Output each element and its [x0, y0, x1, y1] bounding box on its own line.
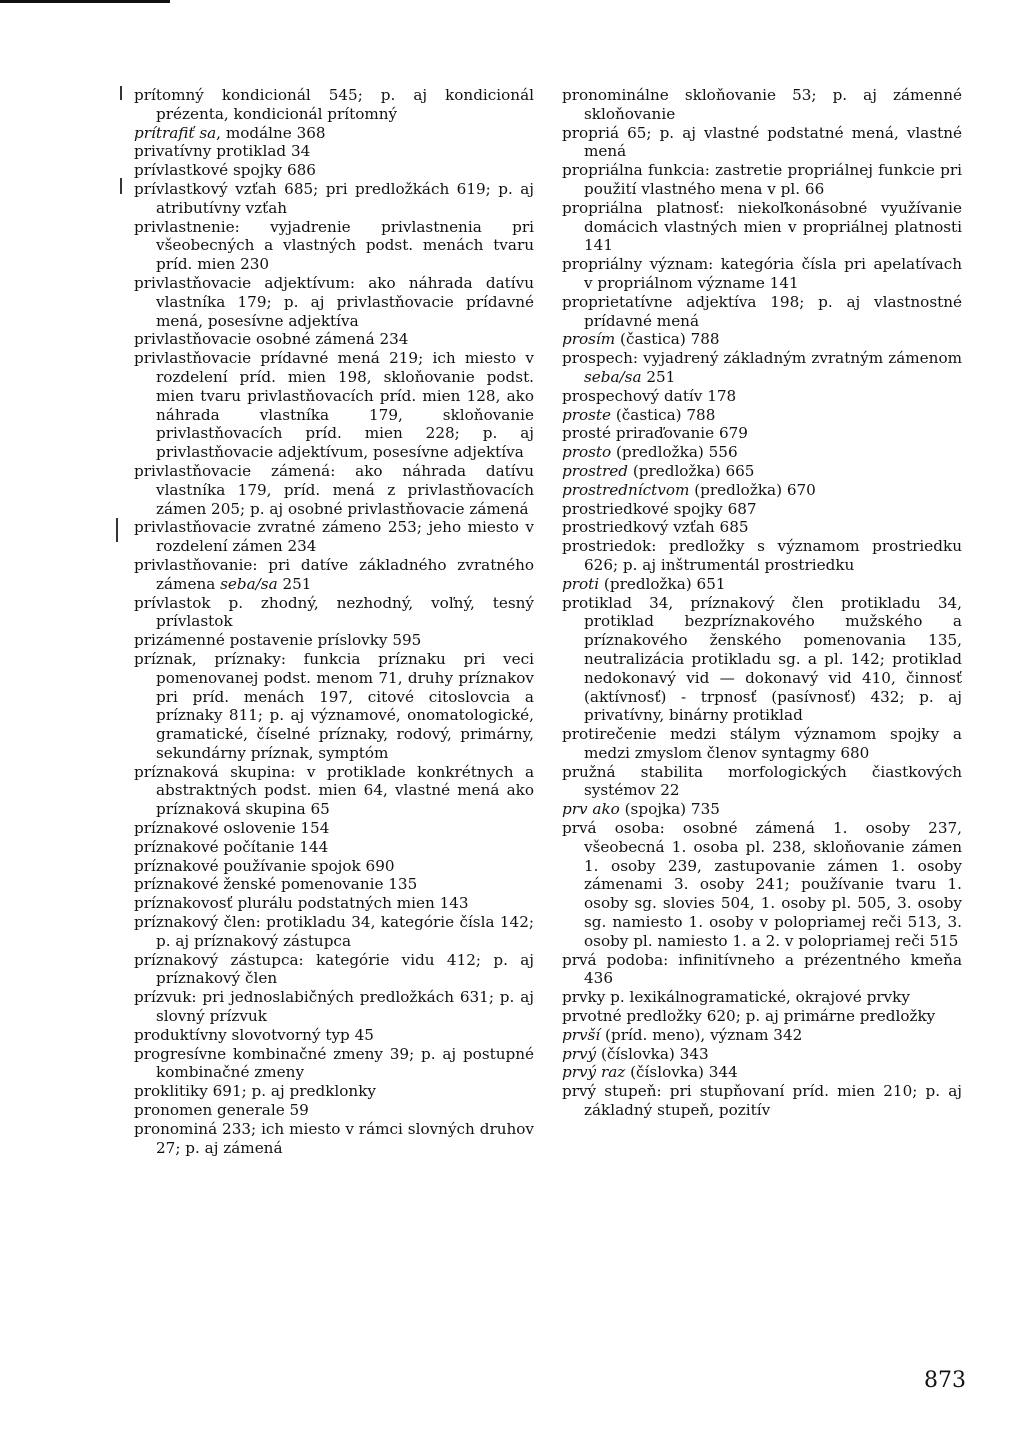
entry-text: (častica) 788 — [611, 405, 716, 424]
entry-text: prízvuk: pri jednoslabičných predložkách 631; p. aj slovný prízvuk — [134, 988, 534, 1026]
entry-text: príznakový zástupca: kategórie vidu 412; p. aj príznakový člen — [134, 950, 534, 988]
entry-text: prospech: vyjadrený základným zvratným zámenom — [562, 349, 962, 368]
index-entry — [134, 274, 534, 330]
entry-text: proklitiky 691; p. aj predklonky — [134, 1082, 376, 1101]
entry-reference: 251 — [277, 574, 312, 593]
index-entry — [562, 575, 962, 594]
entry-text: pronominá 233; ich miesto v rámci slovných druhov 27; p. aj zámená — [134, 1119, 534, 1157]
index-entry — [562, 161, 962, 199]
index-entry — [134, 349, 534, 462]
entry-text: privlastňovacie zámená: ako náhrada datívu vlastníka 179, príd. mená z privlastňovacích zámen 205; p. aj osobné privlastňovacie zámená — [134, 461, 534, 518]
index-entry — [562, 462, 962, 481]
index-entry — [134, 124, 534, 143]
index-entry — [562, 443, 962, 462]
index-entry — [134, 875, 534, 894]
margin-mark — [120, 86, 122, 100]
index-entry — [134, 913, 534, 951]
entry-text: prvá osoba: osobné zámená 1. osoby 237, všeobecná 1. osoba pl. 238, skloňovanie zámen 1. osoby 239, zastupovanie zámen 1. osoby zámenami 3. osoby 241; používanie tvaru 1. osoby sg. slovies 504, 1. osoby pl. 505, 3. osoby sg. namiesto 1. osoby v polopriamej reči 513, 3. osoby pl. namiesto 1. a 2. v polopriamej reči 515 — [562, 819, 962, 950]
entry-headword: prostredníctvom — [562, 480, 690, 499]
entry-text: prospechový datív 178 — [562, 386, 737, 405]
entry-text: pronominálne skloňovanie 53; p. aj zámenné skloňovanie — [562, 86, 962, 123]
top-rule — [0, 0, 170, 3]
entry-text: prívlastkový vzťah 685; pri predložkách 619; p. aj atributívny vzťah — [134, 179, 534, 217]
entry-text: (spojka) 735 — [619, 800, 720, 819]
entry-headword: proste — [562, 405, 612, 424]
entry-reference: 251 — [641, 367, 676, 386]
entry-text: protirečenie medzi stálym významom spojky a medzi zmyslom členov syntagmy 680 — [562, 725, 962, 762]
entry-text: produktívny slovotvorný typ 45 — [134, 1025, 374, 1044]
index-entry — [134, 462, 534, 518]
index-entry — [562, 349, 962, 387]
index-entry — [134, 857, 534, 876]
index-entry — [134, 1101, 534, 1120]
entry-text: prostriedkový vzťah 685 — [562, 518, 749, 537]
index-entry — [134, 330, 534, 349]
index-entry — [134, 142, 534, 161]
index-entry — [562, 424, 962, 443]
entry-text: príznaková skupina: v protiklade konkrétnych a abstraktných podst. mien 64, vlastné mená ako príznaková skupina 65 — [134, 762, 534, 819]
entry-italic-term: seba/sa — [584, 367, 642, 386]
index-entry — [134, 218, 534, 274]
index-entry — [134, 894, 534, 913]
entry-text: protiklad 34, príznakový člen protikladu 34, protiklad bezpríznakového mužského a príznakového ženského pomenovania 135, neutralizácia protikladu sg. a pl. 142; protiklad nedokonavý vid — dokonavý vid 410, činnosť (aktívnosť) - trpnosť (pasívnosť) 432; p. aj privatívny, binárny protiklad — [562, 593, 962, 725]
entry-text: (predložka) 651 — [599, 574, 726, 593]
index-entry — [134, 556, 534, 594]
index-entry — [562, 725, 962, 763]
index-entry — [562, 1082, 962, 1120]
entry-text: pronomen generale 59 — [134, 1101, 309, 1120]
index-entry — [562, 1026, 962, 1045]
index-entry — [134, 951, 534, 989]
entry-text: privlastňovacie osobné zámená 234 — [134, 330, 409, 349]
entry-text: privlastňovanie: pri datíve základného zvratného zámena — [134, 555, 534, 593]
index-entry — [134, 650, 534, 763]
entry-text: prvky p. lexikálnogramatické, okrajové prvky — [562, 988, 910, 1007]
entry-text: prívlastok p. zhodný, nezhodný, voľný, tesný prívlastok — [134, 593, 534, 631]
entry-text: prostriedok: predložky s významom prostriedku 626; p. aj inštrumentál prostriedku — [562, 537, 962, 574]
entry-text: privlastnenie: vyjadrenie privlastnenia pri všeobecných a vlastných podst. menách tvaru príd. mien 230 — [134, 217, 534, 274]
entry-text: progresívne kombinačné zmeny 39; p. aj postupné kombinačné zmeny — [134, 1044, 534, 1082]
index-entry — [134, 1026, 534, 1045]
index-entry — [134, 819, 534, 838]
index-entry — [562, 594, 962, 726]
margin-mark — [116, 518, 118, 542]
index-entry — [134, 988, 534, 1026]
index-entry — [562, 800, 962, 819]
index-entry — [134, 631, 534, 650]
entry-headword: prosím — [562, 330, 616, 349]
entry-text: (predložka) 665 — [628, 461, 755, 480]
index-column-right — [562, 86, 962, 1120]
entry-text: proprietatívne adjektíva 198; p. aj vlastnostné prídavné mená — [562, 292, 962, 330]
index-entry — [134, 518, 534, 556]
entry-text: propriálna platnosť: niekoľkonásobné využívanie domácich vlastných mien v propriálnej platnosti 141 — [562, 198, 962, 255]
entry-text: (predložka) 670 — [689, 480, 816, 499]
page-number: 873 — [924, 1368, 966, 1393]
index-entry — [562, 293, 962, 331]
entry-headword: prítrafiť sa — [134, 123, 217, 142]
entry-text: prvá podoba: infinitívneho a prézentného kmeňa 436 — [562, 950, 962, 988]
index-entry — [134, 161, 534, 180]
entry-text: príznakové ženské pomenovanie 135 — [134, 875, 418, 894]
entry-text: (číslovka) 344 — [625, 1063, 738, 1082]
entry-text: príznakové oslovenie 154 — [134, 819, 330, 838]
index-entry — [562, 199, 962, 255]
entry-text: príznakové počítanie 144 — [134, 837, 329, 856]
entry-text: propriálna funkcia: zastretie propriálnej funkcie pri použití vlastného mena v pl. 66 — [562, 161, 962, 198]
index-entry — [562, 406, 962, 425]
index-entry — [562, 86, 962, 124]
index-entry — [134, 86, 534, 124]
index-entry — [134, 180, 534, 218]
entry-text: príznak, príznaky: funkcia príznaku pri veci pomenovanej podst. menom 71, druhy príznakov pri príd. menách 197, citové citoslovcia a príznaky 811; p. aj významové, onomatologické, gramatické, číselné príznaky, rodový, primárny, sekundárny príznak, symptóm — [134, 649, 534, 762]
index-entry — [562, 1045, 962, 1064]
entry-text: (príd. meno), význam 342 — [600, 1025, 803, 1044]
index-entry — [562, 1007, 962, 1026]
entry-text: prosté priraďovanie 679 — [562, 424, 748, 443]
entry-text: prvotné predložky 620; p. aj primárne predložky — [562, 1007, 936, 1026]
entry-text: prítomný kondicionál 545; p. aj kondicionál prézenta, kondicionál prítomný — [134, 86, 534, 123]
index-entry — [562, 481, 962, 500]
index-entry — [562, 819, 962, 951]
entry-text: (číslovka) 343 — [596, 1044, 709, 1063]
margin-mark — [120, 178, 122, 194]
entry-headword: prvší — [562, 1025, 601, 1044]
index-entry — [134, 1120, 534, 1158]
index-entry — [562, 988, 962, 1007]
entry-text: prostriedkové spojky 687 — [562, 499, 757, 518]
entry-text: privatívny protiklad 34 — [134, 142, 311, 161]
index-entry — [134, 594, 534, 632]
entry-headword: prv ako — [562, 800, 620, 819]
index-entry — [562, 500, 962, 519]
entry-headword: prostred — [562, 461, 628, 480]
index-entry — [562, 537, 962, 575]
entry-text: prvý stupeň: pri stupňovaní príd. mien 210; p. aj základný stupeň, pozitív — [562, 1082, 962, 1120]
index-entry — [562, 387, 962, 406]
entry-headword: prosto — [562, 443, 612, 462]
entry-text: príznakovosť plurálu podstatných mien 143 — [134, 894, 469, 913]
entry-headword: prvý raz — [562, 1063, 626, 1082]
index-entry — [134, 1045, 534, 1083]
entry-italic-term: seba/sa — [220, 574, 278, 593]
index-entry — [562, 951, 962, 989]
entry-text: privlastňovacie adjektívum: ako náhrada datívu vlastníka 179; p. aj privlastňovacie prídavné mená, posesívne adjektíva — [134, 273, 534, 330]
index-entry — [562, 330, 962, 349]
index-entry — [134, 1082, 534, 1101]
index-entry — [134, 763, 534, 819]
entry-text: privlastňovacie zvratné zámeno 253; jeho miesto v rozdelení zámen 234 — [134, 518, 534, 556]
index-column-left — [134, 86, 534, 1157]
entry-headword: proti — [562, 574, 600, 593]
index-entry — [562, 124, 962, 162]
index-entry — [562, 1063, 962, 1082]
entry-text: príznakové používanie spojok 690 — [134, 856, 395, 875]
index-entry — [134, 838, 534, 857]
entry-text: propriá 65; p. aj vlastné podstatné mená, vlastné mená — [562, 123, 962, 161]
entry-text: privlastňovacie prídavné mená 219; ich miesto v rozdelení príd. mien 198, skloňovanie podst. mien tvaru privlastňovacích príd. mien 128, ako náhrada vlastníka 179, skloňovanie privlastňovacích príd. mien 228; p. aj privlastňovacie adjektívum, posesívne adjektíva — [134, 349, 534, 462]
entry-text: príznakový člen: protikladu 34, kategórie čísla 142; p. aj príznakový zástupca — [134, 913, 534, 950]
entry-headword: prvý — [562, 1044, 597, 1063]
entry-text: (predložka) 556 — [611, 443, 738, 462]
index-entry — [562, 763, 962, 801]
index-entry — [562, 255, 962, 293]
entry-text: pružná stabilita morfologických čiastkových systémov 22 — [562, 762, 962, 800]
entry-text: (častica) 788 — [615, 330, 720, 349]
entry-text: prizámenné postavenie príslovky 595 — [134, 631, 422, 650]
entry-text: prívlastkové spojky 686 — [134, 161, 316, 180]
index-entry — [562, 518, 962, 537]
entry-text: , modálne 368 — [216, 123, 326, 142]
entry-text: propriálny význam: kategória čísla pri apelatívach v propriálnom význame 141 — [562, 255, 962, 292]
